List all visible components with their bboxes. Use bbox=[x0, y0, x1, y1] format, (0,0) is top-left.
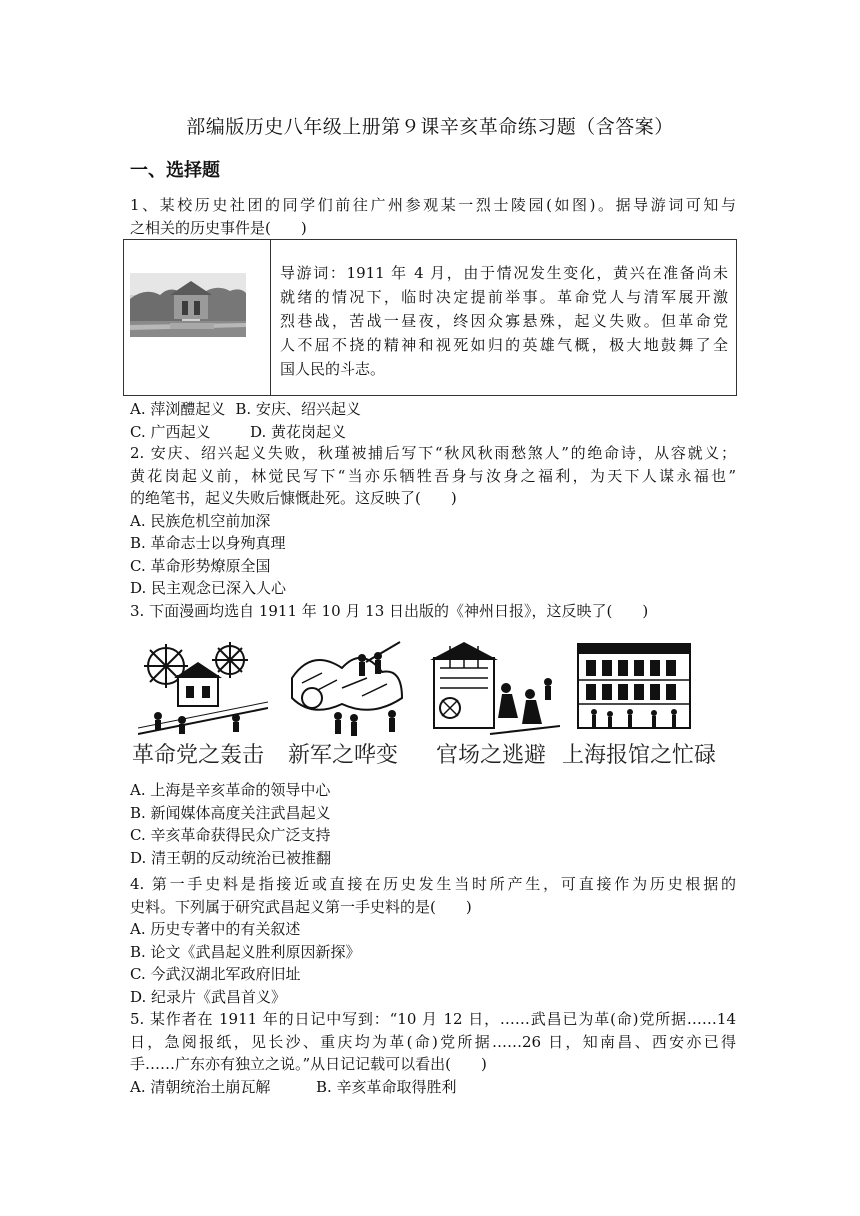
question-4-stem-line: 史料。下列属于研究武昌起义第一手史料的是( ) bbox=[130, 897, 472, 916]
cartoon-officials-flee bbox=[430, 638, 560, 738]
option-b[interactable]: B. 新闻媒体高度关注武昌起义 bbox=[130, 803, 331, 822]
guide-line: 就绪的情况下，临时决定提前举事。革命党人与清军展开激 bbox=[280, 288, 728, 306]
option-a[interactable]: A. 萍浏醴起义 bbox=[130, 400, 226, 418]
question-2-stem-line: 的绝笔书，起义失败后慷慨赴死。这反映了( ) bbox=[130, 489, 457, 507]
option-row bbox=[130, 398, 736, 421]
option-row bbox=[130, 421, 736, 444]
question-5-stem-line: 日，急阅报纸，见长沙、重庆均为革(命)党所据……26 日，知南昌、西安亦已得 bbox=[130, 1032, 736, 1051]
question-2-stem-line: 2. 安庆、绍兴起义失败，秋瑾被捕后写下“秋风秋雨愁煞人”的绝命诗，从容就义； bbox=[130, 444, 736, 462]
document-title: 部编版历史八年级上册第９课辛亥革命练习题（含答案） bbox=[186, 116, 674, 138]
option-c[interactable]: C. 今武汉湖北军政府旧址 bbox=[130, 965, 301, 983]
option-c[interactable]: C. 革命形势燎原全国 bbox=[130, 556, 271, 575]
question-1-stem-line-1: 1、某校历史社团的同学们前往广州参观某一烈士陵园(如图)。据导游词可知与 bbox=[130, 196, 736, 214]
cartoon-mutiny bbox=[282, 638, 412, 738]
question-2 bbox=[130, 442, 736, 600]
section-heading: 一、选择题 bbox=[130, 160, 220, 181]
guide-line: 导游词：1911 年 4 月，由于情况发生变化，黄兴在准备尚未 bbox=[280, 264, 728, 282]
option-b[interactable]: B. 安庆、绍兴起义 bbox=[235, 400, 361, 418]
question-1-options bbox=[130, 398, 736, 443]
option-a[interactable]: A. 民族危机空前加深 bbox=[130, 511, 271, 530]
question-3-options bbox=[130, 779, 736, 869]
question-5-stem-line: 手……广东亦有独立之说。”从日记记载可以看出( ) bbox=[130, 1055, 487, 1073]
option-b[interactable]: B. 革命志士以身殉真理 bbox=[130, 534, 286, 552]
option-a[interactable]: A. 清朝统治土崩瓦解 bbox=[130, 1077, 271, 1096]
question-4-stem-line: 4. 第一手史料是指接近或直接在历史发生当时所产生，可直接作为历史根据的 bbox=[130, 875, 736, 893]
question-3-stem bbox=[130, 600, 736, 623]
caption-1: 革命党之轰击 bbox=[132, 743, 265, 768]
caption-2: 新军之哗变 bbox=[288, 743, 399, 768]
question-3-stem-line: 3. 下面漫画均选自 1911 年 10 月 13 日出版的《神州日报》，这反映了( ) bbox=[130, 602, 649, 620]
question-5-stem-line: 5. 某作者在 1911 年的日记中写到：“10 月 12 日，……武昌已为革(命)党所据……14 bbox=[130, 1010, 736, 1028]
cartoon-newspaper-office bbox=[570, 638, 700, 738]
option-d[interactable]: D. 黄花岗起义 bbox=[250, 422, 347, 441]
option-d[interactable]: D. 纪录片《武昌首义》 bbox=[130, 987, 287, 1006]
caption-3: 官场之逃避 bbox=[436, 743, 547, 768]
table-divider bbox=[270, 240, 271, 395]
question-1-stem-line-2: 之相关的历史事件是( ) bbox=[130, 218, 307, 237]
cartoon-bombardment bbox=[138, 638, 268, 738]
option-a[interactable]: A. 历史专著中的有关叙述 bbox=[130, 920, 301, 938]
question-5 bbox=[130, 1008, 736, 1098]
option-c[interactable]: C. 广西起义 bbox=[130, 422, 211, 441]
guide-line: 烈巷战，苦战一昼夜，终因众寡悬殊，起义失败。但革命党 bbox=[280, 312, 728, 330]
question-1-stem bbox=[130, 194, 736, 239]
guide-line: 国人民的斗志。 bbox=[280, 360, 386, 378]
option-c[interactable]: C. 辛亥革命获得民众广泛支持 bbox=[130, 826, 331, 844]
option-b[interactable]: B. 论文《武昌起义胜利原因新探》 bbox=[130, 942, 361, 961]
option-row bbox=[130, 1076, 736, 1099]
option-b[interactable]: B. 辛亥革命取得胜利 bbox=[316, 1077, 457, 1096]
option-d[interactable]: D. 清王朝的反动统治已被推翻 bbox=[130, 848, 332, 867]
option-a[interactable]: A. 上海是辛亥革命的领导中心 bbox=[130, 781, 331, 799]
cemetery-photo bbox=[130, 273, 246, 337]
guide-line: 人不屈不挠的精神和视死如归的英雄气概，极大地鼓舞了全 bbox=[280, 336, 728, 354]
option-d[interactable]: D. 民主观念已深入人心 bbox=[130, 579, 287, 597]
caption-4: 上海报馆之忙碌 bbox=[562, 743, 717, 768]
question-2-stem-line: 黄花岗起义前，林觉民写下“当亦乐牺牲吾身与汝身之福利，为天下人谋永福也” bbox=[130, 466, 736, 485]
question-4 bbox=[130, 873, 736, 1008]
cartoon-strip bbox=[130, 638, 730, 778]
question-1-material-table bbox=[123, 239, 737, 396]
tour-guide-text bbox=[280, 261, 728, 381]
